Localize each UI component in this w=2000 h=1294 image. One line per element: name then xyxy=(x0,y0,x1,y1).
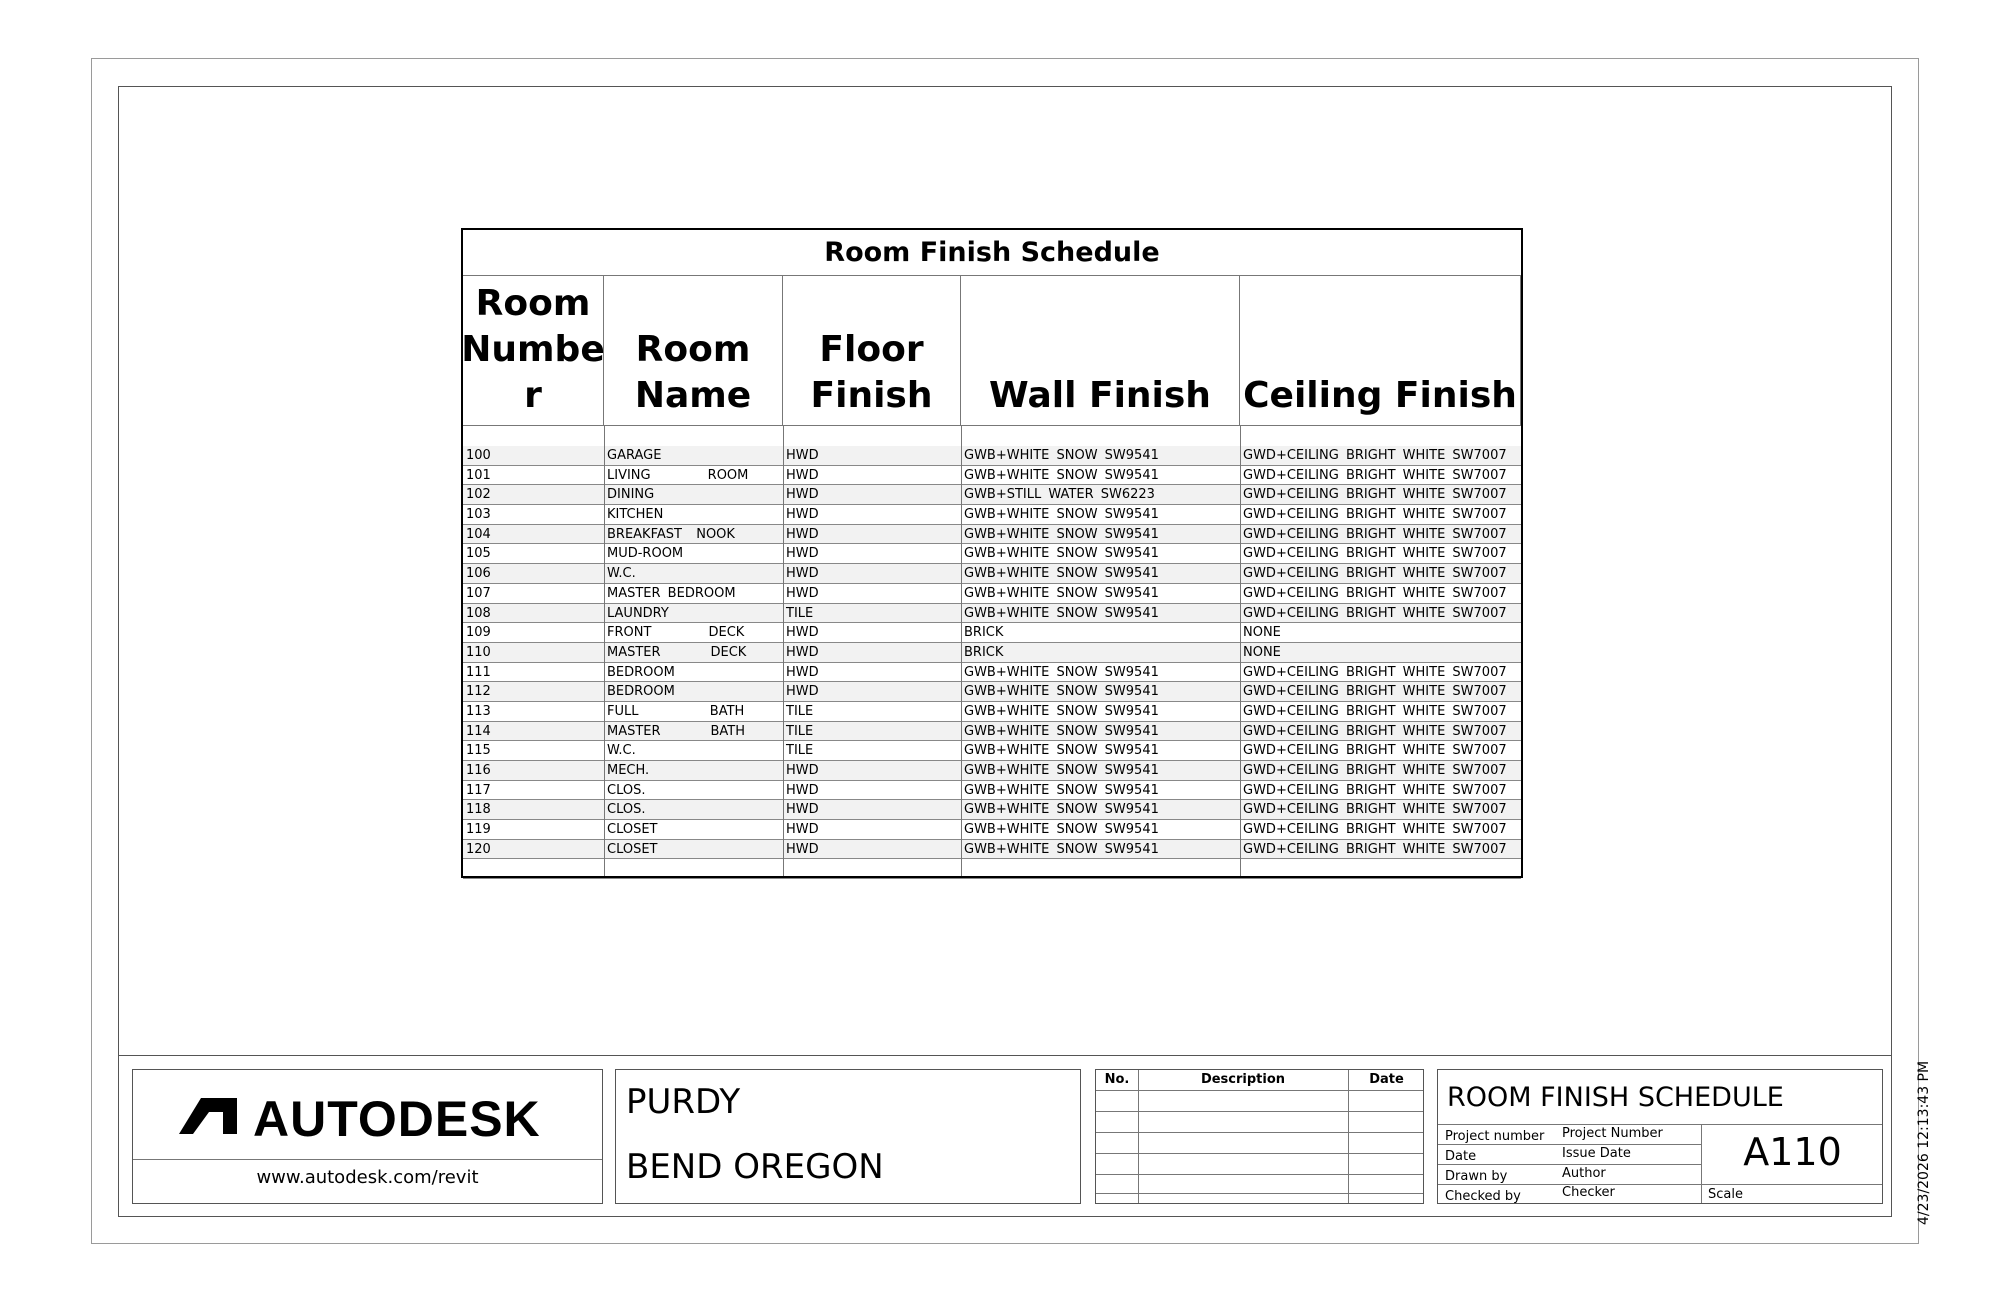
room-name-cell: W.C. xyxy=(607,566,636,582)
room-number-cell: 114 xyxy=(466,723,491,739)
ceiling-finish-cell: GWD+CEILING BRIGHT WHITE SW7007 xyxy=(1243,507,1507,523)
table-row xyxy=(463,564,1521,584)
wall-finish-cell: GWB+WHITE SNOW SW9541 xyxy=(964,802,1159,818)
info-rule xyxy=(1438,1184,1882,1185)
floor-finish-cell: HWD xyxy=(786,802,819,818)
ceiling-finish-cell: GWD+CEILING BRIGHT WHITE SW7007 xyxy=(1243,684,1507,700)
table-row xyxy=(463,682,1521,702)
ceiling-finish-cell: NONE xyxy=(1243,644,1281,660)
room-name-cell: CLOSET xyxy=(607,841,658,857)
table-row xyxy=(463,446,1521,466)
ceiling-finish-cell: GWD+CEILING BRIGHT WHITE SW7007 xyxy=(1243,841,1507,857)
room-name-cell: CLOSET xyxy=(607,822,658,838)
table-row-empty xyxy=(463,859,1521,879)
room-finish-schedule xyxy=(461,228,1523,878)
room-name-cell: MECH. xyxy=(607,763,650,778)
floor-finish-cell: HWD xyxy=(786,684,819,700)
autodesk-logo-panel xyxy=(132,1069,603,1204)
room-name-cell: W.C. xyxy=(607,743,636,759)
table-row xyxy=(463,466,1521,486)
date-label: Date xyxy=(1445,1149,1477,1164)
room-name-cell: MUD-ROOM xyxy=(607,546,684,562)
wall-finish-cell: GWB+WHITE SNOW SW9541 xyxy=(964,507,1159,523)
revision-row-rule xyxy=(1096,1090,1423,1091)
table-row xyxy=(463,702,1521,722)
floor-finish-cell: HWD xyxy=(786,841,819,857)
room-number-cell: 103 xyxy=(466,507,491,523)
table-row xyxy=(463,840,1521,860)
floor-finish-cell: HWD xyxy=(786,546,819,562)
wall-finish-cell: BRICK xyxy=(964,644,1004,660)
drawn-by-label: Drawn by xyxy=(1445,1169,1508,1184)
header-room-number: Room Numbe r xyxy=(463,275,604,425)
floor-finish-cell: HWD xyxy=(786,763,819,778)
floor-finish-cell: HWD xyxy=(786,822,819,838)
floor-finish-cell: TILE xyxy=(786,723,814,739)
room-number-cell: 106 xyxy=(466,566,491,582)
ceiling-finish-cell: GWD+CEILING BRIGHT WHITE SW7007 xyxy=(1243,763,1507,778)
title-block-divider xyxy=(118,1055,1892,1056)
ceiling-finish-cell: GWD+CEILING BRIGHT WHITE SW7007 xyxy=(1243,448,1507,463)
revision-row-rule xyxy=(1096,1132,1423,1133)
revision-row-rule xyxy=(1096,1111,1423,1112)
wall-finish-cell: GWB+WHITE SNOW SW9541 xyxy=(964,782,1159,798)
logo-separator xyxy=(133,1159,602,1160)
table-row xyxy=(463,544,1521,564)
floor-finish-cell: HWD xyxy=(786,664,819,680)
floor-finish-cell: HWD xyxy=(786,526,819,542)
column-divider xyxy=(1240,425,1241,876)
wall-finish-cell: GWB+STILL WATER SW6223 xyxy=(964,487,1155,503)
wall-finish-cell: GWB+WHITE SNOW SW9541 xyxy=(964,841,1159,857)
project-info-panel xyxy=(615,1069,1081,1204)
room-name-cell: GARAGE xyxy=(607,448,662,463)
room-number-cell: 108 xyxy=(466,605,491,621)
wall-finish-cell: GWB+WHITE SNOW SW9541 xyxy=(964,703,1159,719)
room-name-cell: CLOS. xyxy=(607,802,646,818)
wall-finish-cell: GWB+WHITE SNOW SW9541 xyxy=(964,822,1159,838)
date-value: Issue Date xyxy=(1562,1146,1631,1161)
floor-finish-cell: HWD xyxy=(786,487,819,503)
project-number-label: Project number xyxy=(1445,1129,1545,1144)
floor-finish-cell: TILE xyxy=(786,703,814,719)
wall-finish-cell: GWB+WHITE SNOW SW9541 xyxy=(964,763,1159,778)
ceiling-finish-cell: GWD+CEILING BRIGHT WHITE SW7007 xyxy=(1243,526,1507,542)
revision-row-rule xyxy=(1096,1153,1423,1154)
floor-finish-cell: TILE xyxy=(786,743,814,759)
autodesk-logo-icon xyxy=(179,1098,237,1134)
room-number-cell: 107 xyxy=(466,585,491,601)
revision-col-no: No. xyxy=(1104,1072,1130,1087)
table-row xyxy=(463,485,1521,505)
table-row xyxy=(463,643,1521,663)
room-name-cell: BREAKFAST NOOK xyxy=(607,526,735,542)
room-number-cell: 109 xyxy=(466,625,491,641)
floor-finish-cell: HWD xyxy=(786,448,819,463)
ceiling-finish-cell: GWD+CEILING BRIGHT WHITE SW7007 xyxy=(1243,605,1507,621)
sheet-info-panel xyxy=(1437,1069,1883,1204)
table-row xyxy=(463,781,1521,801)
ceiling-finish-cell: GWD+CEILING BRIGHT WHITE SW7007 xyxy=(1243,566,1507,582)
logo-url: www.autodesk.com/revit xyxy=(256,1167,479,1188)
room-name-cell: LAUNDRY xyxy=(607,605,669,621)
wall-finish-cell: GWB+WHITE SNOW SW9541 xyxy=(964,448,1159,463)
table-row xyxy=(463,820,1521,840)
revision-row-rule xyxy=(1096,1193,1423,1194)
header-floor-finish: Floor Finish xyxy=(783,275,961,425)
revision-table xyxy=(1095,1069,1424,1204)
room-name-cell: CLOS. xyxy=(607,782,646,798)
wall-finish-cell: GWB+WHITE SNOW SW9541 xyxy=(964,467,1159,483)
room-number-cell: 119 xyxy=(466,822,491,838)
room-number-cell: 116 xyxy=(466,763,491,778)
project-number-value: Project Number xyxy=(1562,1126,1663,1141)
floor-finish-cell: HWD xyxy=(786,467,819,483)
room-number-cell: 115 xyxy=(466,743,491,759)
header-room-name: Room Name xyxy=(604,275,783,425)
table-row xyxy=(463,584,1521,604)
ceiling-finish-cell: GWD+CEILING BRIGHT WHITE SW7007 xyxy=(1243,664,1507,680)
table-row xyxy=(463,663,1521,683)
room-number-cell: 111 xyxy=(466,664,491,680)
ceiling-finish-cell: GWD+CEILING BRIGHT WHITE SW7007 xyxy=(1243,743,1507,759)
room-name-cell: MASTER BATH xyxy=(607,723,745,739)
wall-finish-cell: GWB+WHITE SNOW SW9541 xyxy=(964,526,1159,542)
floor-finish-cell: HWD xyxy=(786,782,819,798)
room-name-cell: MASTER DECK xyxy=(607,644,747,660)
table-row xyxy=(463,800,1521,820)
ceiling-finish-cell: GWD+CEILING BRIGHT WHITE SW7007 xyxy=(1243,782,1507,798)
table-row xyxy=(463,623,1521,643)
room-number-cell: 105 xyxy=(466,546,491,562)
room-number-cell: 102 xyxy=(466,487,491,503)
floor-finish-cell: HWD xyxy=(786,625,819,641)
ceiling-finish-cell: GWD+CEILING BRIGHT WHITE SW7007 xyxy=(1243,822,1507,838)
room-number-cell: 120 xyxy=(466,841,491,857)
wall-finish-cell: GWB+WHITE SNOW SW9541 xyxy=(964,723,1159,739)
print-timestamp: 4/23/2026 12:13:43 PM xyxy=(1916,1060,1932,1225)
room-number-cell: 112 xyxy=(466,684,491,700)
floor-finish-cell: TILE xyxy=(786,605,814,621)
room-name-cell: MASTER BEDROOM xyxy=(607,585,736,601)
table-row xyxy=(463,741,1521,761)
room-name-cell: LIVING ROOM xyxy=(607,467,749,483)
info-rule xyxy=(1438,1164,1701,1165)
header-rule xyxy=(463,425,1521,426)
room-number-cell: 117 xyxy=(466,782,491,798)
revision-row-rule xyxy=(1096,1174,1423,1175)
autodesk-logo-text: AUTODESK xyxy=(253,1091,541,1147)
revision-col-date: Date xyxy=(1369,1072,1404,1087)
room-name-cell: BEDROOM xyxy=(607,684,675,700)
project-location: BEND OREGON xyxy=(626,1147,884,1187)
checked-by-label: Checked by xyxy=(1445,1189,1521,1204)
floor-finish-cell: HWD xyxy=(786,585,819,601)
project-name: PURDY xyxy=(626,1082,741,1122)
scale-label: Scale xyxy=(1708,1187,1743,1202)
header-ceiling-finish: Ceiling Finish xyxy=(1240,275,1521,425)
floor-finish-cell: HWD xyxy=(786,507,819,523)
wall-finish-cell: GWB+WHITE SNOW SW9541 xyxy=(964,566,1159,582)
room-number-cell: 110 xyxy=(466,644,491,660)
drawn-by-value: Author xyxy=(1562,1166,1606,1181)
table-row xyxy=(463,761,1521,781)
ceiling-finish-cell: GWD+CEILING BRIGHT WHITE SW7007 xyxy=(1243,546,1507,562)
room-number-cell: 104 xyxy=(466,526,491,542)
ceiling-finish-cell: GWD+CEILING BRIGHT WHITE SW7007 xyxy=(1243,585,1507,601)
schedule-title: Room Finish Schedule xyxy=(463,230,1521,276)
floor-finish-cell: HWD xyxy=(786,644,819,660)
ceiling-finish-cell: GWD+CEILING BRIGHT WHITE SW7007 xyxy=(1243,467,1507,483)
table-row xyxy=(463,525,1521,545)
room-name-cell: DINING xyxy=(607,487,655,503)
room-number-cell: 100 xyxy=(466,448,491,463)
sheet-number: A110 xyxy=(1743,1130,1842,1174)
room-number-cell: 118 xyxy=(466,802,491,818)
wall-finish-cell: GWB+WHITE SNOW SW9541 xyxy=(964,664,1159,680)
ceiling-finish-cell: GWD+CEILING BRIGHT WHITE SW7007 xyxy=(1243,487,1507,503)
room-name-cell: BEDROOM xyxy=(607,664,675,680)
table-row xyxy=(463,722,1521,742)
sheet-title: ROOM FINISH SCHEDULE xyxy=(1447,1082,1784,1113)
ceiling-finish-cell: GWD+CEILING BRIGHT WHITE SW7007 xyxy=(1243,703,1507,719)
ceiling-finish-cell: NONE xyxy=(1243,625,1281,641)
header-wall-finish: Wall Finish xyxy=(961,275,1240,425)
room-name-cell: KITCHEN xyxy=(607,507,664,523)
checked-by-value: Checker xyxy=(1562,1185,1615,1200)
table-row xyxy=(463,505,1521,525)
room-number-cell: 101 xyxy=(466,467,491,483)
info-rule xyxy=(1438,1124,1882,1125)
wall-finish-cell: GWB+WHITE SNOW SW9541 xyxy=(964,743,1159,759)
floor-finish-cell: HWD xyxy=(786,566,819,582)
revision-col-description: Description xyxy=(1200,1072,1286,1087)
ceiling-finish-cell: GWD+CEILING BRIGHT WHITE SW7007 xyxy=(1243,802,1507,818)
room-number-cell: 113 xyxy=(466,703,491,719)
ceiling-finish-cell: GWD+CEILING BRIGHT WHITE SW7007 xyxy=(1243,723,1507,739)
column-divider xyxy=(783,425,784,876)
room-name-cell: FRONT DECK xyxy=(607,625,745,641)
column-divider xyxy=(604,425,605,876)
wall-finish-cell: GWB+WHITE SNOW SW9541 xyxy=(964,546,1159,562)
schedule-rows xyxy=(463,446,1521,879)
wall-finish-cell: BRICK xyxy=(964,625,1004,641)
wall-finish-cell: GWB+WHITE SNOW SW9541 xyxy=(964,605,1159,621)
wall-finish-cell: GWB+WHITE SNOW SW9541 xyxy=(964,585,1159,601)
wall-finish-cell: GWB+WHITE SNOW SW9541 xyxy=(964,684,1159,700)
info-rule xyxy=(1438,1144,1701,1145)
column-divider xyxy=(961,425,962,876)
room-name-cell: FULL BATH xyxy=(607,703,745,719)
table-row xyxy=(463,604,1521,624)
